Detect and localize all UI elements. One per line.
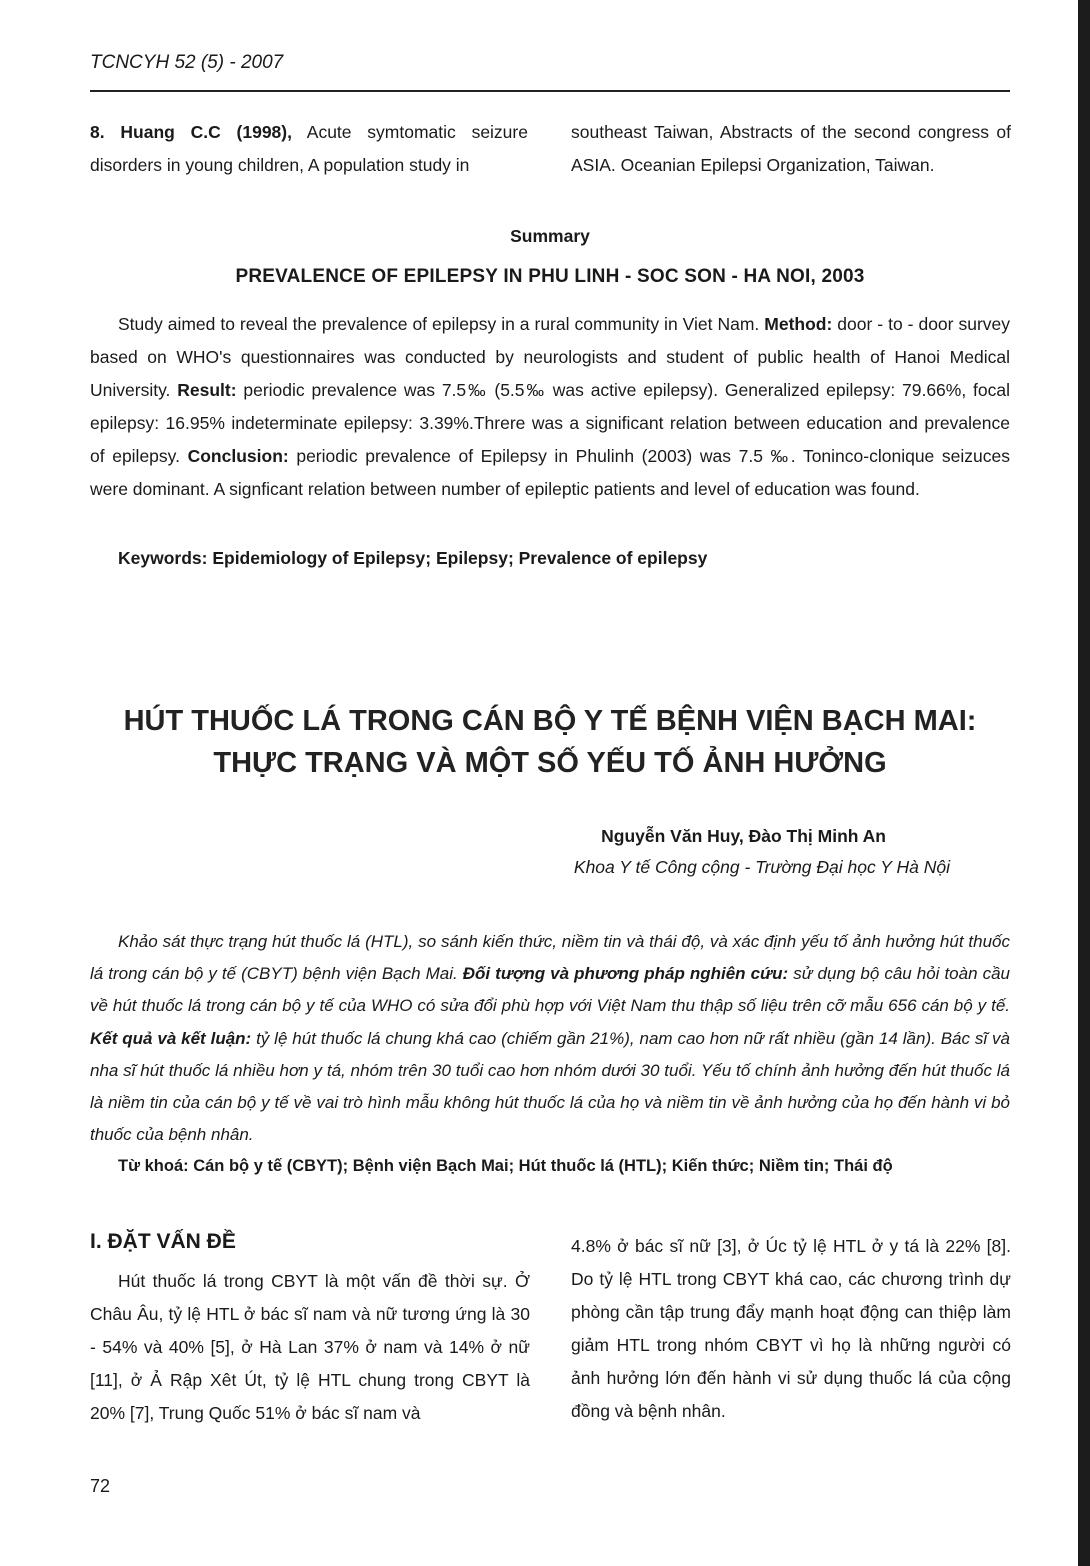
abstract-intro: Study aimed to reveal the prevalence of epilepsy in a rural community in Viet Nam. — [118, 314, 760, 334]
reference-text-left: Acute symtomatic seizure disorders in young children, A population study in — [90, 122, 528, 175]
english-keywords: Keywords: Epidemiology of Epilepsy; Epilepsy; Prevalence of epilepsy — [118, 548, 708, 568]
scan-edge-bar — [1078, 0, 1090, 1566]
article-title-line1: HÚT THUỐC LÁ TRONG CÁN BỘ Y TẾ BỆNH VIỆN BẠCH MAI: — [123, 705, 977, 737]
header-rule — [90, 90, 1010, 92]
page-number: 72 — [90, 1476, 111, 1496]
vietnamese-abstract — [90, 926, 1010, 1151]
journal-header: TCNCYH 52 (5) - 2007 — [90, 52, 284, 73]
method-label: Method: — [764, 314, 833, 334]
vietnamese-keywords: Từ khoá: Cán bộ y tế (CBYT); Bệnh viện Bạch Mai; Hút thuốc lá (HTL); Kiến thức; Niềm tin; Thái độ — [118, 1157, 893, 1175]
reference-left-column — [90, 116, 528, 182]
result-text: periodic prevalence was 7.5‰ (5.5‰ was active epilepsy). Generalized epilepsy: 79.66%, focal epilepsy: 16.95% indeterminate epilepsy: 3.39%.Threre was a significant relation between education and prevalence of epilepsy. — [90, 380, 1010, 466]
article-title-line2: THỰC TRẠNG VÀ MỘT SỐ YẾU TỐ ẢNH HƯỞNG — [213, 747, 887, 779]
conclusion-text: periodic prevalence of Epilepsy in Phulinh (2003) was 7.5 ‰. Toninco-clonique seizuces were dominant. A signficant relation between number of epileptic patients and level of education was found. — [90, 446, 1010, 499]
article-affiliation: Khoa Y tế Công cộng - Trường Đại học Y Hà Nội — [573, 857, 950, 877]
article-authors: Nguyễn Văn Huy, Đào Thị Minh An — [601, 826, 886, 846]
vi-method-label: Đối tượng và phương pháp nghiên cứu: — [462, 964, 789, 984]
body-left-column: Hút thuốc lá trong CBYT là một vấn đề thời sự. Ở Châu Âu, tỷ lệ HTL ở bác sĩ nam và nữ tương ứng là 30 - 54% và 40% [5], ở Hà Lan 37% ở nam và 14% ở nữ [11], ở Ả Rập Xêt Út, tỷ lệ HTL chung trong CBYT là 20% [7], Trung Quốc 51% ở bác sĩ nam và — [90, 1271, 530, 1423]
article-title — [90, 700, 1010, 784]
body-right-column: 4.8% ở bác sĩ nữ [3], ở Úc tỷ lệ HTL ở y tá là 22% [8]. Do tỷ lệ HTL trong CBYT khá cao, các chương trình dự phòng cần tập trung đẩy mạnh hoạt động can thiệp làm giảm HTL trong nhóm CBYT vì họ là những người có ảnh hưởng lớn đến hành vi sử dụng thuốc lá của cộng đồng và bệnh nhân. — [571, 1236, 1011, 1421]
reference-number: 8. — [90, 122, 105, 142]
vi-abstract-intro: Khảo sát thực trạng hút thuốc lá (HTL), so sánh kiến thức, niềm tin và thái độ, và xác định yếu tố ảnh hưởng hút thuốc lá trong cán bộ y tế (CBYT) bệnh viện Bạch Mai. — [90, 932, 1010, 984]
result-label: Result: — [177, 380, 237, 400]
vi-result-text: tỷ lệ hút thuốc lá chung khá cao (chiếm gần 21%), nam cao hơn nữ rất nhiều (gần 14 lần). Bác sĩ và nha sĩ hút thuốc lá nhiều hơn y tá, nhóm trên 30 tuổi cao hơn nhóm dưới 30 tuổi. Yếu tố chính ảnh hưởng đến hút thuốc lá là niềm tin của cán bộ y tế về vai trò hình mẫu không hút thuốc lá của họ và niềm tin về ảnh hưởng của họ đến hành vi bỏ thuốc của bệnh nhân. — [90, 1028, 1010, 1145]
vi-method-text: sử dụng bộ câu hỏi toàn cầu về hút thuốc lá trong cán bộ y tế của WHO có sửa đổi phù hợp với Việt Nam thu thập số liệu trên cỡ mẫu 656 cán bộ y tế. — [90, 964, 1010, 1016]
summary-heading: Summary — [510, 226, 590, 246]
reference-author: Huang C.C (1998), — [120, 122, 292, 142]
conclusion-label: Conclusion: — [187, 446, 289, 466]
summary-title: PREVALENCE OF EPILEPSY IN PHU LINH - SOC SON - HA NOI, 2003 — [235, 266, 865, 287]
english-abstract — [90, 308, 1010, 506]
reference-text-right: southeast Taiwan, Abstracts of the second congress of ASIA. Oceanian Epilepsi Organization, Taiwan. — [571, 122, 1011, 175]
section-heading: I. ĐẶT VẤN ĐỀ — [90, 1230, 236, 1253]
vi-result-label: Kết quả và kết luận: — [90, 1028, 252, 1048]
reference-right-column — [571, 116, 1011, 182]
method-text: door - to - door survey based on WHO's questionnaires was conducted by neurologists and student of public health of Hanoi Medical University. — [90, 314, 1011, 400]
